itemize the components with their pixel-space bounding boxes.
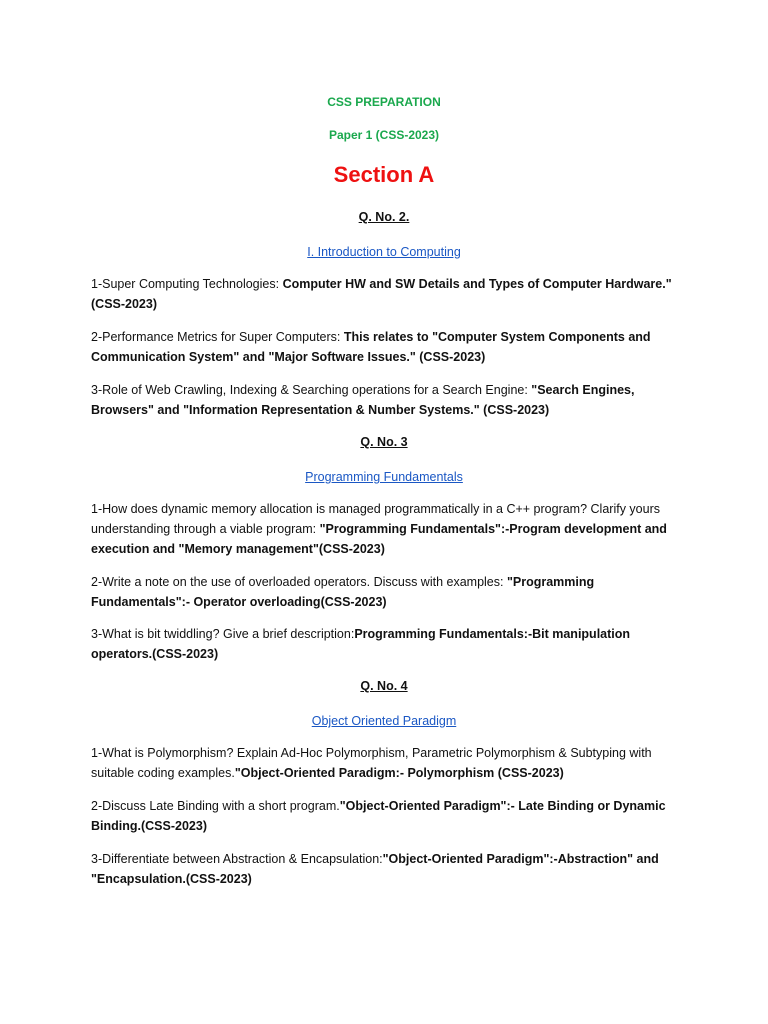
- q2-item-1: [91, 274, 681, 314]
- css-preparation-heading: CSS PREPARATION: [327, 95, 441, 109]
- item-bold-text: "Programming Fundamentals":- Operator overloading(CSS-2023): [91, 575, 595, 609]
- topic-link-introduction-to-computing[interactable]: I. Introduction to Computing: [307, 245, 461, 259]
- question-number-4: Q. No. 4: [360, 679, 408, 693]
- item-bold-text: "Search Engines, Browsers" and "Information Representation & Number Systems." (CSS-2023): [91, 383, 635, 417]
- topic-link-programming-fundamentals[interactable]: Programming Fundamentals: [305, 470, 463, 484]
- section-title: Section A: [333, 162, 435, 187]
- topic-heading-container: [0, 712, 768, 730]
- item-text: 1-What is Polymorphism? Explain Ad-Hoc Polymorphism, Parametric Polymorphism & Subtyping with suitable coding examples.: [91, 746, 652, 780]
- q3-item-1: [91, 499, 681, 559]
- q3-item-3: [91, 624, 681, 664]
- q4-item-2: [91, 796, 681, 836]
- q2-item-3: [91, 380, 681, 420]
- item-bold-text: "Object-Oriented Paradigm":-Abstraction" and "Encapsulation.(CSS-2023): [91, 852, 659, 886]
- topic-link-object-oriented-paradigm[interactable]: Object Oriented Paradigm: [311, 714, 457, 728]
- topic-heading-container: [0, 468, 768, 486]
- item-text: 1-How does dynamic memory allocation is managed programmatically in a C++ program? Clarify yours understanding through a viable program:: [91, 502, 660, 536]
- item-text: 2-Discuss Late Binding with a short program.: [91, 799, 340, 813]
- item-bold-text: Programming Fundamentals:-Bit manipulation operators.(CSS-2023): [91, 627, 631, 661]
- item-bold-text: This relates to "Computer System Components and Communication System" and "Major Software Issues." (CSS-2023): [91, 330, 651, 364]
- item-bold-text: "Programming Fundamentals":-Program development and execution and "Memory management"(CSS-2023): [91, 522, 667, 556]
- item-text: 2-Write a note on the use of overloaded operators. Discuss with examples:: [91, 575, 507, 589]
- paper-heading: Paper 1 (CSS-2023): [328, 128, 440, 142]
- question-number-2: Q. No. 2.: [358, 210, 410, 224]
- q2-item-2: [91, 327, 681, 367]
- q4-item-1: [91, 743, 681, 783]
- topic-heading-container: [0, 243, 768, 261]
- item-bold-text: Computer HW and SW Details and Types of Computer Hardware." (CSS-2023): [91, 277, 672, 311]
- item-text: 1-Super Computing Technologies:: [91, 277, 283, 291]
- item-bold-text: "Object-Oriented Paradigm:- Polymorphism (CSS-2023): [234, 766, 564, 780]
- item-bold-text: "Object-Oriented Paradigm":- Late Binding or Dynamic Binding.(CSS-2023): [91, 799, 666, 833]
- item-text: 3-What is bit twiddling? Give a brief description:: [91, 627, 355, 641]
- q3-item-2: [91, 572, 681, 612]
- item-text: 3-Differentiate between Abstraction & Encapsulation:: [91, 852, 383, 866]
- question-number-3: Q. No. 3: [360, 435, 408, 449]
- item-text: 2-Performance Metrics for Super Computers:: [91, 330, 344, 344]
- item-text: 3-Role of Web Crawling, Indexing & Searching operations for a Search Engine:: [91, 383, 532, 397]
- q4-item-3: [91, 849, 681, 889]
